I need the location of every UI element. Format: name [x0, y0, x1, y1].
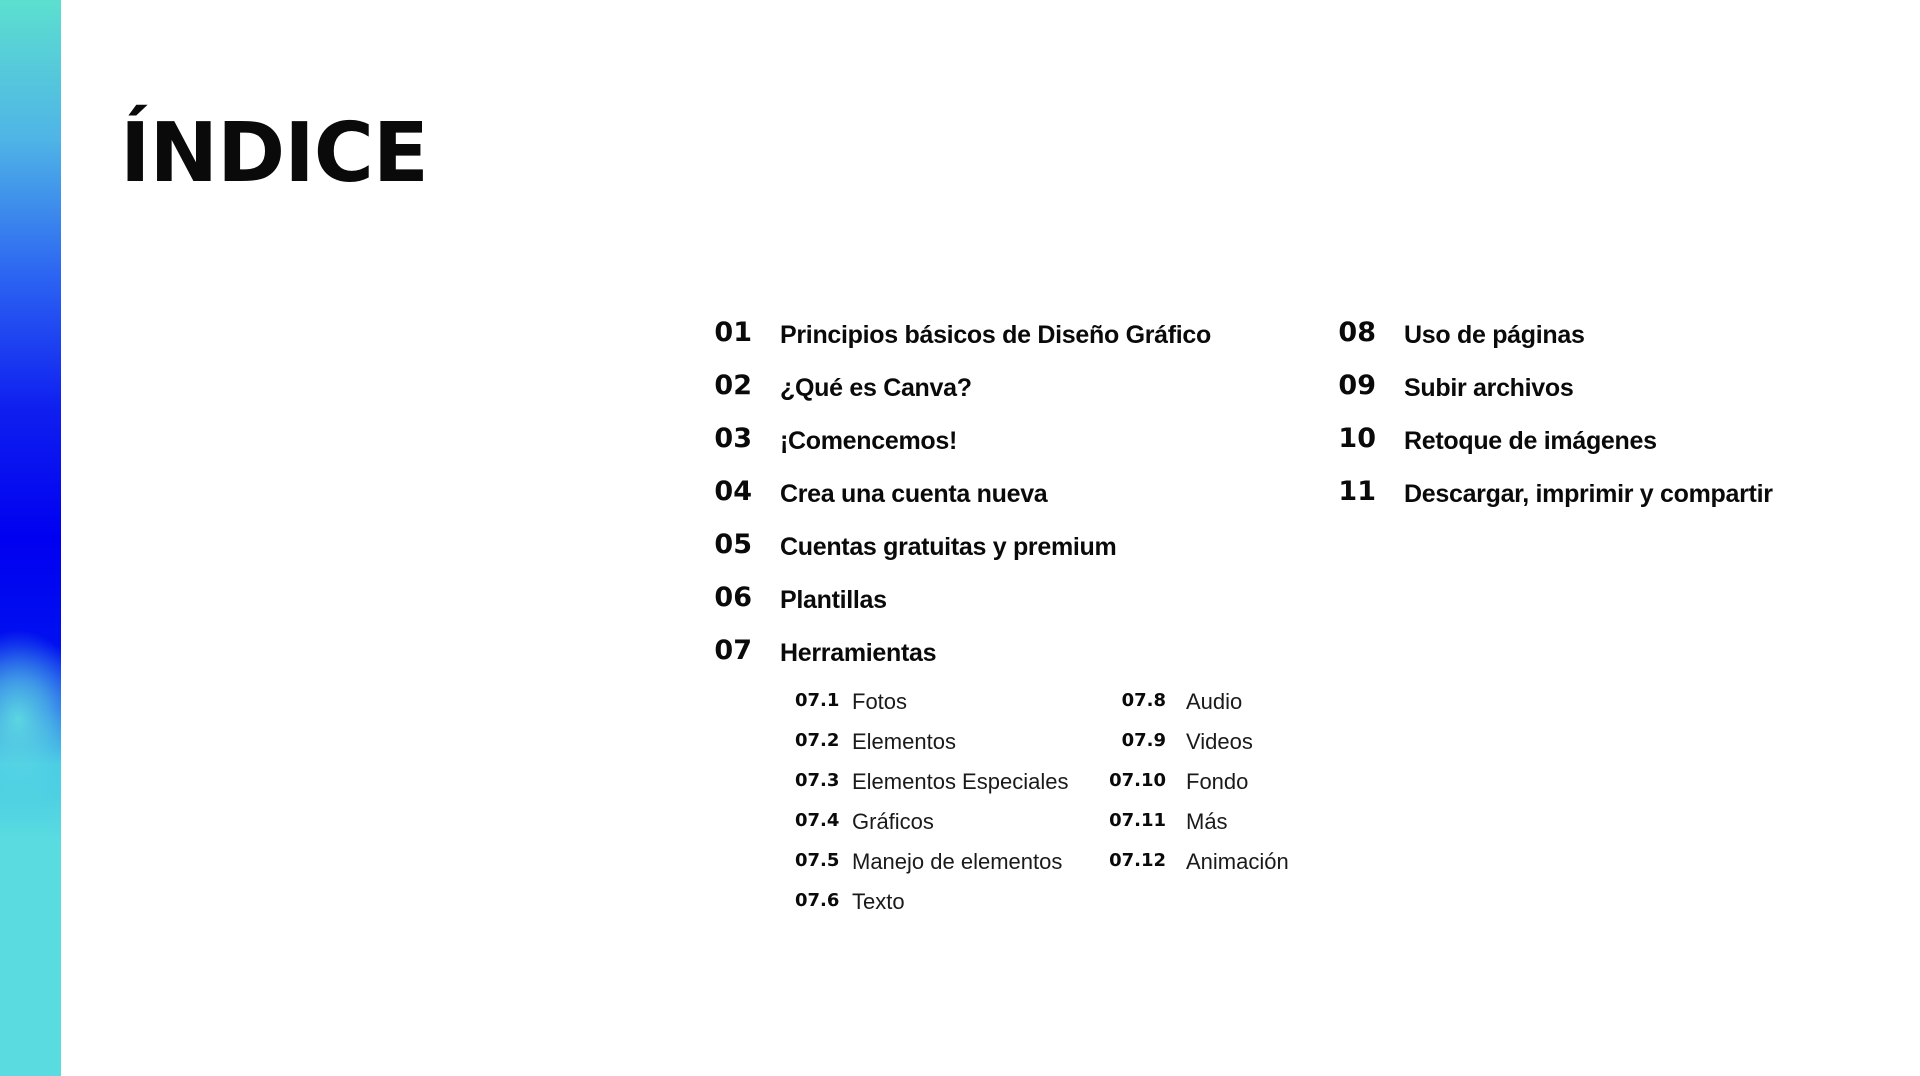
toc-number: 03: [714, 423, 752, 454]
subsection-number: 07.4: [795, 810, 840, 831]
page-title: ÍNDICE: [120, 106, 428, 201]
subsection-label: Elementos Especiales: [852, 769, 1069, 794]
toc-label: Cuentas gratuitas y premium: [780, 533, 1117, 561]
toc-label: ¡Comencemos!: [780, 427, 957, 455]
subsection-number: 07.12: [1109, 850, 1166, 871]
toc-number: 09: [1338, 370, 1376, 401]
toc-number: 05: [714, 529, 752, 560]
toc-label: Principios básicos de Diseño Gráfico: [780, 321, 1211, 349]
subsection-number: 07.8: [1121, 690, 1166, 711]
toc-label: Retoque de imágenes: [1404, 427, 1657, 455]
subsection-number: 07.2: [795, 730, 840, 751]
subsection-label: Audio: [1186, 689, 1243, 714]
toc-number: 02: [714, 370, 752, 401]
subsection-label: Fotos: [852, 689, 908, 714]
toc-label: Descargar, imprimir y compartir: [1404, 480, 1773, 508]
subsection-number: 07.1: [795, 690, 840, 711]
subsection-number: 07.5: [795, 850, 840, 871]
subsection-label: Gráficos: [852, 809, 934, 834]
toc-label: Herramientas: [780, 639, 937, 667]
subsection-label: Texto: [852, 889, 905, 914]
toc-label: ¿Qué es Canva?: [780, 374, 972, 402]
toc-number: 01: [714, 317, 752, 348]
toc-number: 11: [1338, 476, 1376, 507]
toc-number: 10: [1338, 423, 1376, 454]
subsection-label: Animación: [1186, 849, 1289, 874]
toc-number: 04: [714, 476, 752, 507]
subsection-label: Más: [1186, 809, 1228, 834]
toc-number: 06: [714, 582, 752, 613]
toc-number: 08: [1338, 317, 1376, 348]
toc-label: Plantillas: [780, 586, 887, 614]
subsection-number: 07.6: [795, 890, 840, 911]
subsection-label: Manejo de elementos: [852, 849, 1063, 874]
toc-label: Crea una cuenta nueva: [780, 480, 1048, 508]
subsection-number: 07.11: [1109, 810, 1166, 831]
toc-label: Uso de páginas: [1404, 321, 1585, 349]
subsection-label: Videos: [1186, 729, 1253, 754]
subsection-number: 07.3: [795, 770, 840, 791]
side-gradient-band: [0, 0, 61, 1076]
toc-number: 07: [714, 635, 752, 666]
subsection-label: Elementos: [852, 729, 956, 754]
subsection-label: Fondo: [1186, 769, 1249, 794]
subsection-number: 07.9: [1121, 730, 1166, 751]
toc-label: Subir archivos: [1404, 374, 1574, 402]
subsection-number: 07.10: [1109, 770, 1166, 791]
